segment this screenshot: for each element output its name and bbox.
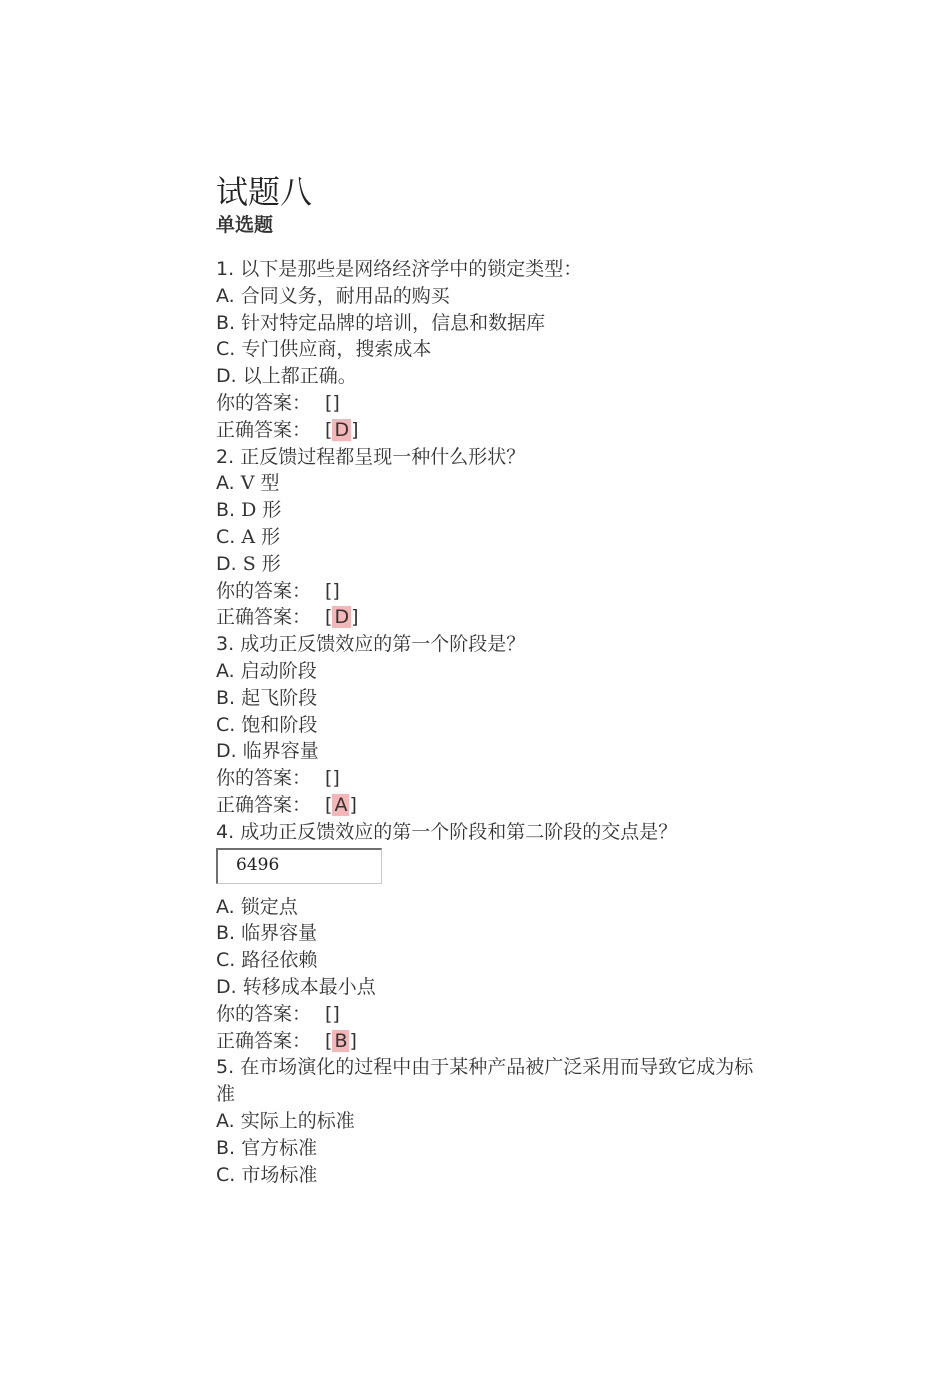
option-a: A. 启动阶段 — [216, 659, 317, 682]
your-answer: 你的答案： [] — [216, 1002, 340, 1025]
option-d: D. 以上都正确。 — [216, 365, 357, 388]
option-c: C. 路径依赖 — [216, 949, 318, 972]
question-1 — [216, 256, 776, 444]
option-b: B. D 形 — [216, 499, 282, 522]
correct-answer: 正确答案： [ D ] — [216, 606, 359, 629]
option-b: B. 临界容量 — [216, 922, 318, 945]
option-d: D. 转移成本最小点 — [216, 975, 376, 998]
correct-answer-value: A — [334, 793, 348, 816]
option-c: C. 专门供应商，搜索成本 — [216, 338, 432, 361]
question-number: 4. — [216, 820, 235, 843]
option-a: A. 合同义务，耐用品的购买 — [216, 284, 450, 307]
correct-answer-value: D — [334, 418, 350, 441]
correct-answer: 正确答案： [ B ] — [216, 1029, 357, 1052]
document-page — [216, 172, 776, 1188]
question-text: 5. 在市场演化的过程中由于某种产品被广泛采用而导致它成为标准 — [216, 1056, 754, 1106]
question-number: 1. — [216, 258, 235, 280]
correct-answer-value: D — [334, 606, 350, 629]
option-c: C. A 形 — [216, 525, 281, 548]
option-b: B. 官方标准 — [216, 1136, 318, 1159]
question-text: 3. 成功正反馈效应的第一个阶段是？ — [216, 633, 526, 656]
option-d: D. 临界容量 — [216, 740, 319, 763]
question-text: 1. 以下是那些是网络经济学中的锁定类型： — [216, 258, 583, 280]
your-answer: 你的答案： [] — [216, 579, 340, 602]
your-answer: 你的答案： [] — [216, 767, 340, 790]
question-3 — [216, 631, 776, 819]
option-a: A. 实际上的标准 — [216, 1109, 355, 1132]
option-b: B. 起飞阶段 — [216, 686, 318, 709]
question-4 — [216, 819, 776, 1055]
section-title: 单选题 — [216, 214, 274, 236]
page-title: 试题八 — [216, 173, 313, 211]
question-number: 2. — [216, 445, 235, 468]
your-answer: 你的答案： [] — [216, 391, 340, 414]
question-number: 3. — [216, 633, 235, 656]
question-text: 2. 正反馈过程都呈现一种什么形状？ — [216, 445, 526, 468]
question-number: 5. — [216, 1056, 235, 1079]
question-image: 6496 — [216, 848, 382, 884]
correct-answer: 正确答案： [ A ] — [216, 793, 357, 816]
option-a: A. 锁定点 — [216, 895, 298, 918]
option-d: D. S 形 — [216, 552, 281, 575]
question-text: 4. 成功正反馈效应的第一个阶段和第二阶段的交点是？ — [216, 820, 678, 843]
option-c: C. 饱和阶段 — [216, 713, 318, 736]
correct-answer: 正确答案： [ D ] — [216, 418, 359, 441]
option-c: C. 市场标准 — [216, 1163, 318, 1186]
option-a: A. V 型 — [216, 472, 280, 495]
correct-answer-value: B — [334, 1029, 348, 1052]
option-b: B. 针对特定品牌的培训，信息和数据库 — [216, 311, 546, 334]
question-5 — [216, 1054, 776, 1188]
question-2 — [216, 444, 776, 632]
